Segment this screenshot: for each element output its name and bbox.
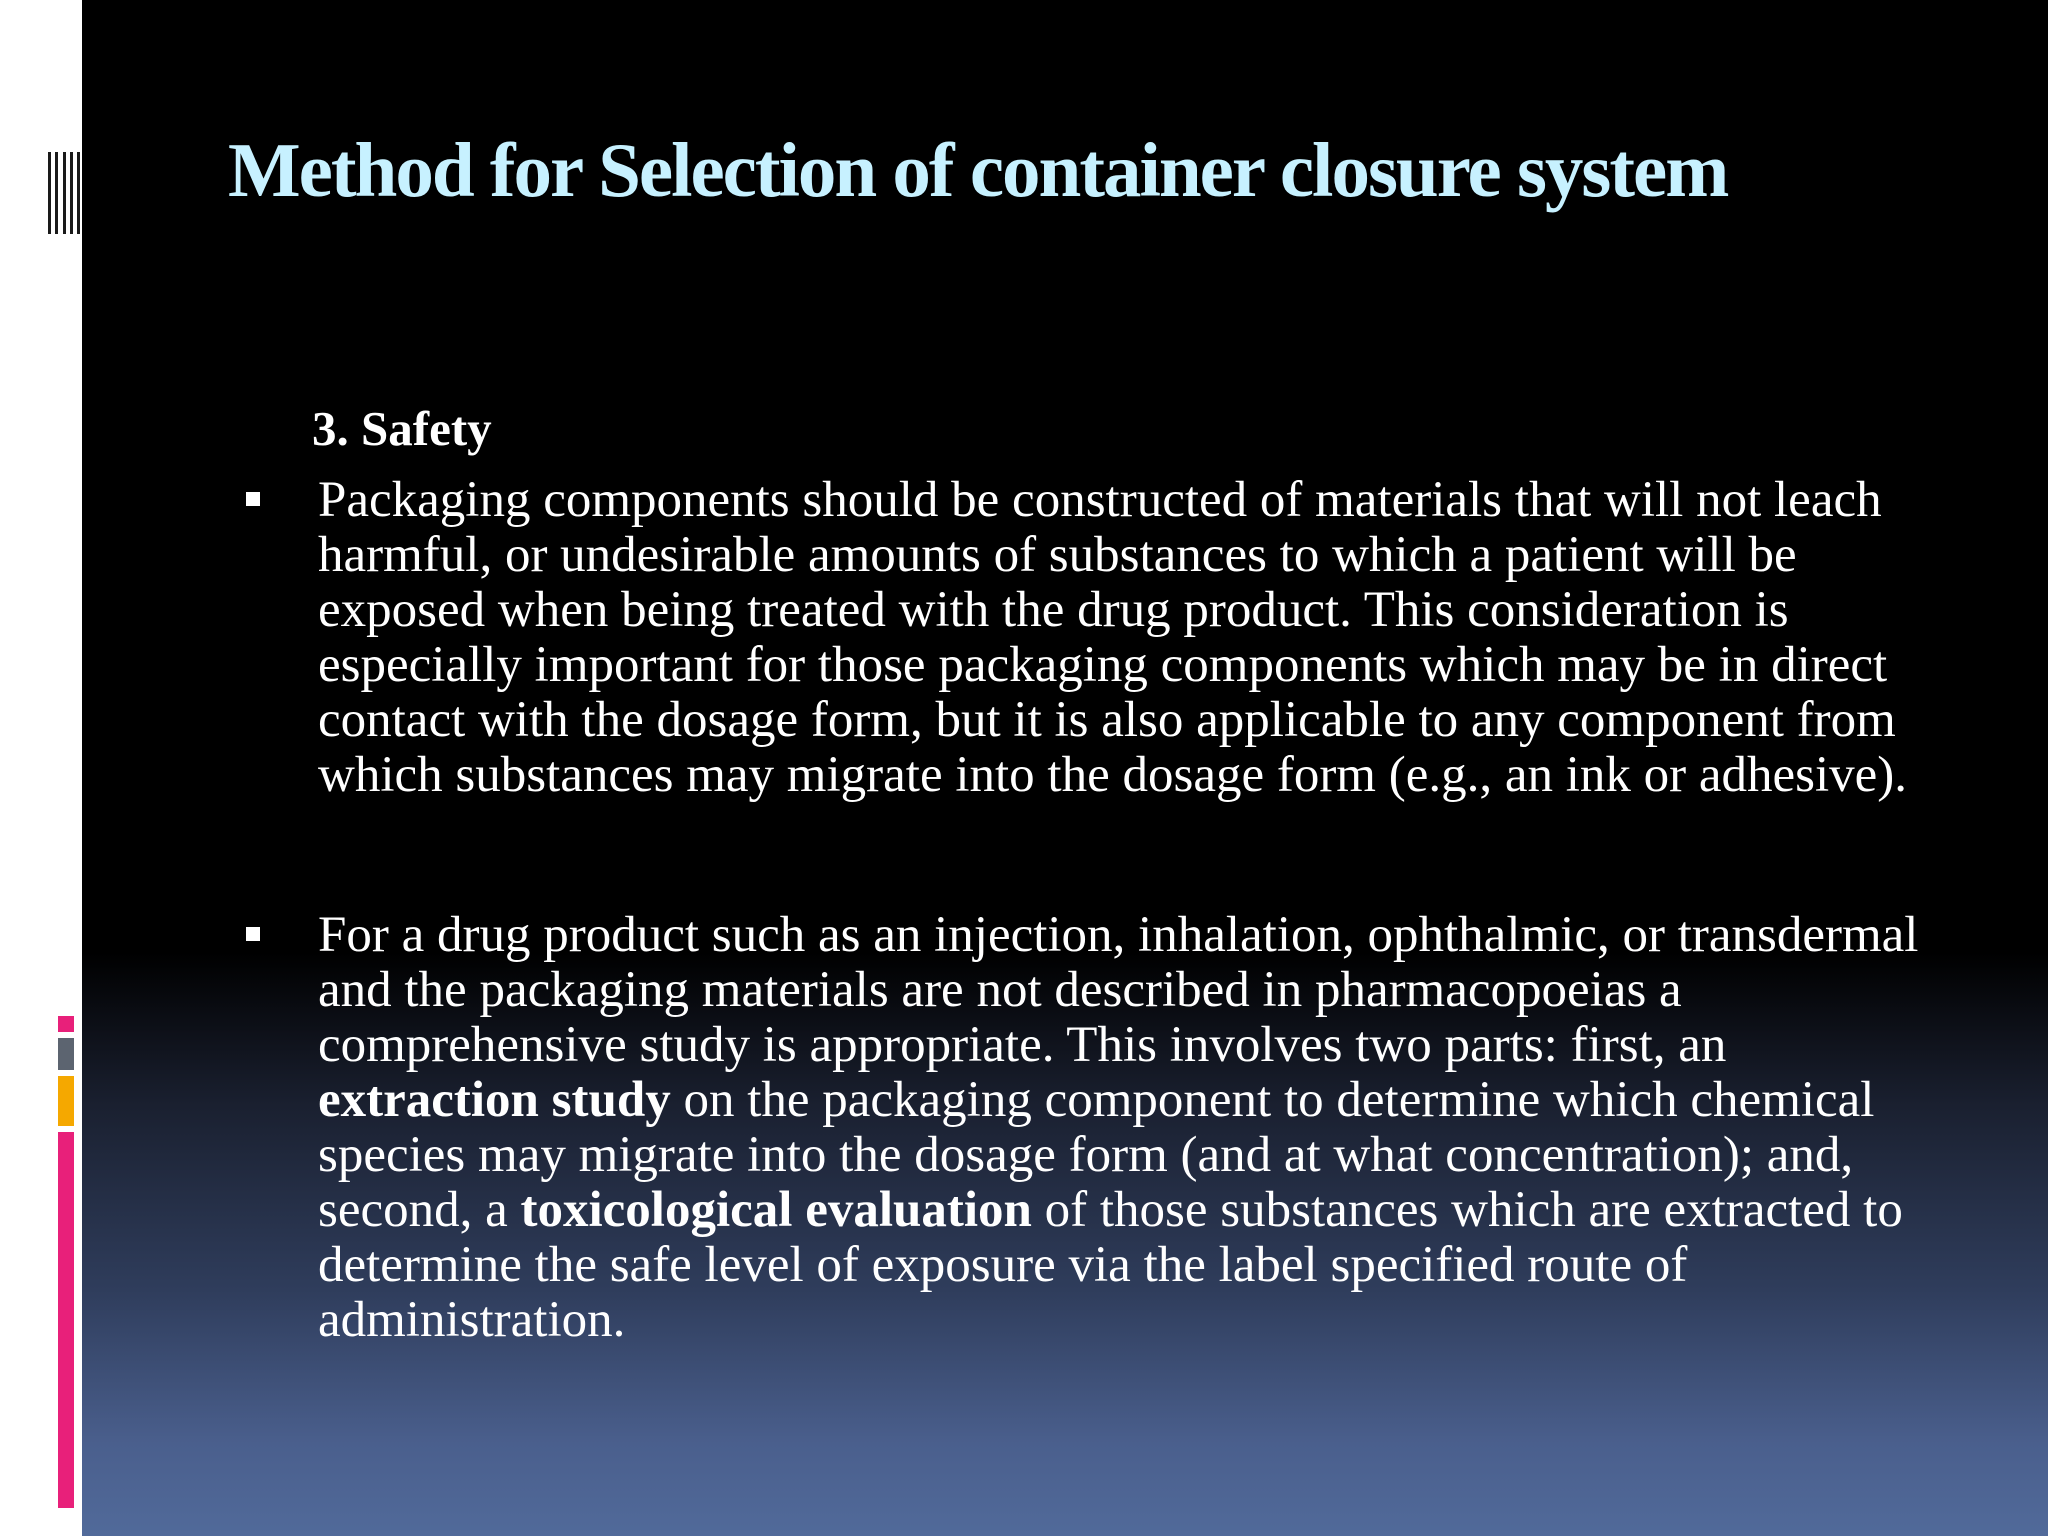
decorative-vertical-lines [48,152,80,234]
bullet-text: Packaging components should be constructed of materials that will not leach harmful, or undesirable amounts of substances to which a patient will be exposed when being treated with the drug product. This consideration is especially important for those packaging components which may be in direct contact with the dosage form, but it is also applicable to any component from which substances may migrate into the dosage form (e.g., an ink or adhesive). [318,471,1908,803]
bullet-item [228,473,1948,803]
accent-bar-gray [58,1038,74,1070]
decorative-line [55,152,58,234]
left-decorative-strip [0,0,82,1536]
accent-bar-pink-top [58,1016,74,1032]
slide-body [228,400,1948,1348]
square-bullet-icon [246,492,260,506]
decorative-line [48,152,51,234]
bold-term-toxicological-evaluation: toxicological evaluation [520,1181,1032,1238]
section-heading: 3. Safety [312,401,492,456]
bold-term-extraction-study: extraction study [318,1071,671,1128]
slide-title: Method for Selection of container closure system [228,127,1728,213]
bullet-text-part: on the packaging component to determine which chemical species may migrate into the dosage form (and at what concentration); and, second, a [318,1071,1875,1238]
square-bullet-icon [246,927,260,941]
bullet-item [228,908,1948,1348]
decorative-line [77,152,80,234]
bullet-text-part: For a drug product such as an injection, inhalation, ophthalmic, or transdermal and the packaging materials are not described in pharmacopoeias a comprehensive study is appropriate. This involves two parts: first, an [318,906,1919,1073]
accent-bar-orange [58,1076,74,1126]
decorative-line [63,152,66,234]
decorative-line [70,152,73,234]
accent-bar-pink [58,1132,74,1508]
bullet-text-part: of those substances which are extracted to determine the safe level of exposure via the label specified route of administration. [318,1181,1903,1348]
